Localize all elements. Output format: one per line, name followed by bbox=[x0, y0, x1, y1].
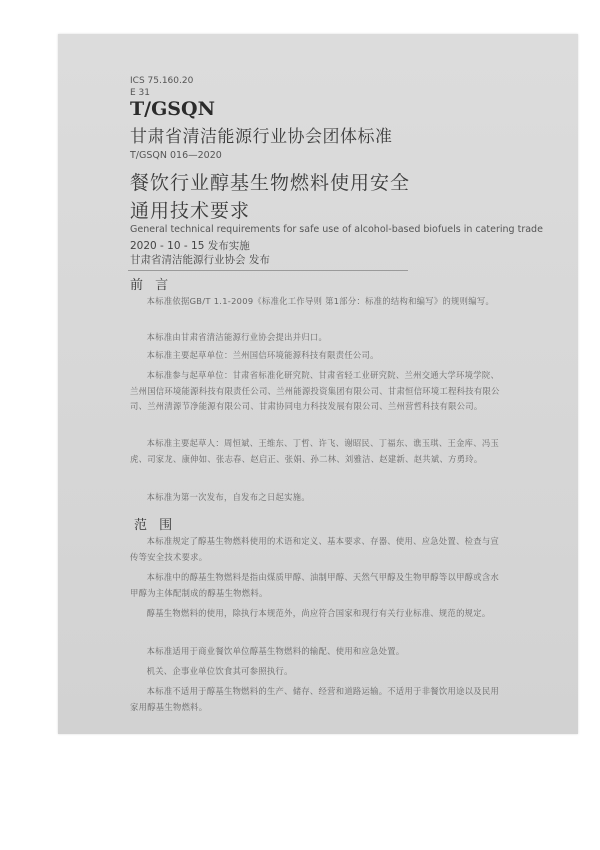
scope-paragraph: 本标准规定了醇基生物燃料使用的术语和定义、基本要求、存器、使用、应急处置、检查与宣传等安全技术要求。 bbox=[130, 536, 500, 562]
foreword-paragraph: 本标准参与起草单位：甘肃省标准化研究院、甘肃省轻工业研究院、兰州交通大学环境学院、兰州国信环境能源科技有限责任公司、兰州能源投资集团有限公司、甘肃恒信环境工程科技有限公司、兰州清源节净能源有限公司、甘肃协同电力科技发展有限公司、兰州营哲科技有限公司。 bbox=[130, 370, 500, 411]
foreword-paragraph: 本标准主要起草单位：兰州国信环境能源科技有限责任公司。 bbox=[146, 350, 379, 360]
document-page bbox=[58, 34, 578, 734]
foreword-paragraph: 本标准主要起草人：周恒斌、王维东、丁哲、许飞、谢昭民、丁福东、谯玉琪、王金库、冯玉虎、司家龙、康伸如、张志春、赵启正、张娟、孙二林、刘雅洁、赵建新、赵共斌、方勇玲。 bbox=[130, 438, 500, 464]
foreword-paragraph: 本标准由甘肃省清洁能源行业协会提出并归口。 bbox=[146, 332, 328, 342]
standard-number: T/GSQN 016—2020 bbox=[130, 150, 222, 161]
english-title: General technical requirements for safe use of alcohol-based biofuels in catering trade bbox=[130, 224, 543, 235]
ics-code: ICS 75.160.20 bbox=[130, 76, 194, 86]
foreword-heading: 前 言 bbox=[130, 278, 173, 293]
standard-code: T/GSQN bbox=[130, 98, 215, 120]
implementation-date: 2020 - 10 - 15 发布实施 bbox=[130, 240, 250, 252]
scope-heading: 范 围 bbox=[134, 518, 177, 533]
publisher-line: 甘肃省清洁能源行业协会 发布 bbox=[130, 254, 270, 266]
scope-paragraph: 本标准中的醇基生物燃料是指由煤质甲醇、油制甲醇、天然气甲醇及生物甲醇等以甲醇或含水甲醇为主体配制成的醇基生物燃料。 bbox=[130, 572, 500, 598]
scope-paragraph: 本标准不适用于醇基生物燃料的生产、储存、经营和道路运输。不适用于非餐饮用途以及民用家用醇基生物燃料。 bbox=[130, 686, 500, 712]
scope-paragraph: 机关、企事业单位饮食其可参照执行。 bbox=[146, 666, 293, 676]
header-divider bbox=[128, 270, 408, 271]
foreword-paragraph: 本标准依据GB/T 1.1-2009《标准化工作导则 第1部分：标准的结构和编写》的规则编写。 bbox=[146, 296, 495, 306]
foreword-paragraph: 本标准为第一次发布，自发布之日起实施。 bbox=[146, 492, 310, 502]
document-title-line-2: 通用技术要求 bbox=[130, 200, 251, 222]
ccs-code: E 31 bbox=[130, 88, 150, 98]
scope-paragraph: 本标准适用于商业餐饮单位醇基生物燃料的输配、使用和应急处置。 bbox=[146, 646, 405, 656]
organization-standard-title: 甘肃省清洁能源行业协会团体标准 bbox=[130, 127, 393, 147]
document-title-line-1: 餐饮行业醇基生物燃料使用安全 bbox=[130, 172, 411, 194]
scope-paragraph: 醇基生物燃料的使用，除执行本规范外，尚应符合国家和现行有关行业标准、规范的规定。 bbox=[146, 608, 491, 618]
